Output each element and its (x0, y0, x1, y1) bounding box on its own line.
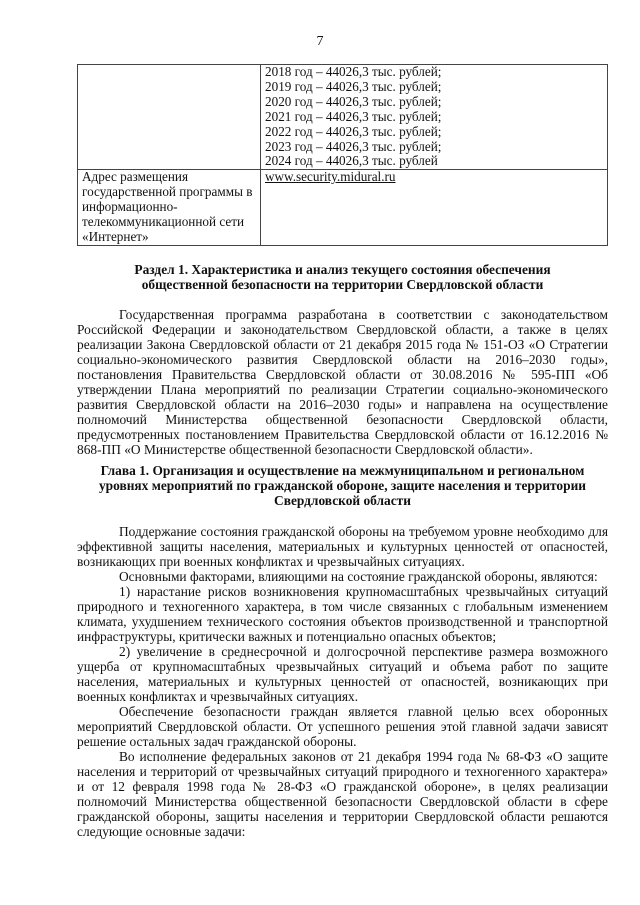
section-1-heading: Раздел 1. Характеристика и анализ текущего состояния обеспечения общественной безопасности на территории Свердловской области (134, 262, 551, 292)
page-number: 7 (316, 34, 324, 49)
chapter-1-paragraph-1: Поддержание состояния гражданской обороны на требуемом уровне необходимо для эффективной защиты населения, материальных и культурных ценностей от опасностей, возникающих при военных конфликтах и чрезвычайных ситуациях. (77, 524, 608, 569)
funding-line-2024: 2024 год – 44026,3 тыс. рублей (265, 153, 438, 169)
internet-address-label: Адрес размещения государственной программы в информационно-телекоммуникационной сети «Интернет» (78, 170, 261, 246)
funding-line-2022: 2022 год – 44026,3 тыс. рублей; (265, 123, 442, 139)
chapter-1-paragraph-2: Основными факторами, влияющими на состояние гражданской обороны, являются: (119, 569, 598, 584)
funding-label-cell (78, 65, 261, 170)
section-1-intro-paragraph: Государственная программа разработана в соответствии с законодательством Российской Федерации и законодательством Свердловской области, а также в целях реализации Закона Свердловской области от 21 декабря 2015 года № 151-ОЗ «О Стратегии социально-экономического развития Свердловской области на 2016–2030 годы», постановления Правительства Свердловской области от 30.08.2016 № 595-ПП «Об утверждении Плана мероприятий по реализации Стратегии социально-экономического развития Свердловской области на 2016–2030 годы» и направлена на осуществление полномочий Министерства общественной безопасности Свердловской области, предусмотренных постановлением Правительства Свердловской области от 16.12.2016 № 868-ПП «О Министерстве общественной безопасности Свердловской области». (77, 307, 608, 457)
funding-line-2023: 2023 год – 44026,3 тыс. рублей; (265, 138, 442, 154)
table-row-funding (78, 65, 608, 170)
program-passport-table (77, 64, 608, 246)
funding-line-2018: 2018 год – 44026,3 тыс. рублей; (265, 64, 442, 79)
chapter-1-list-item-2: 2) увеличение в среднесрочной и долгосрочной перспективе размера возможного ущерба от крупномасштабных чрезвычайных ситуаций и объема работ по защите населения, материальных и культурных ценностей от опасностей, возникающих при военных конфликтах и чрезвычайных ситуациях. (77, 644, 608, 704)
funding-values-cell (261, 65, 608, 170)
chapter-1-paragraph-6: Во исполнение федеральных законов от 21 декабря 1994 года № 68-ФЗ «О защите населения и территорий от чрезвычайных ситуаций природного и техногенного характера» и от 12 февраля 1998 года № 28-ФЗ «О гражданской обороне», в целях реализации полномочий Министерства общественной безопасности Свердловской области в сфере гражданской обороны, защиты населения и территории Свердловской области решаются следующие основные задачи: (77, 749, 608, 839)
funding-line-2021: 2021 год – 44026,3 тыс. рублей; (265, 108, 442, 124)
website-link[interactable]: www.security.midural.ru (265, 169, 396, 185)
chapter-1-paragraph-5: Обеспечение безопасности граждан является главной целью всех оборонных мероприятий Свердловской области. От успешного решения этой главной задачи зависят решение остальных задач гражданской обороны. (77, 704, 608, 749)
chapter-1-heading: Глава 1. Организация и осуществление на межмуниципальном и региональном уровнях мероприятий по гражданской обороне, защите населения и территории Свердловской области (98, 463, 587, 508)
table-row-internet-address (78, 170, 608, 246)
internet-address-cell (261, 170, 608, 246)
funding-line-2020: 2020 год – 44026,3 тыс. рублей; (265, 93, 442, 109)
chapter-1-list-item-1: 1) нарастание рисков возникновения крупномасштабных чрезвычайных ситуаций природного и техногенного характера, в том числе связанных с глобальным изменением климата, ухудшением технического состояния объектов производственной и транспортной инфраструктуры, критически важных и потенциально опасных объектов; (77, 584, 608, 644)
funding-line-2019: 2019 год – 44026,3 тыс. рублей; (265, 78, 442, 94)
